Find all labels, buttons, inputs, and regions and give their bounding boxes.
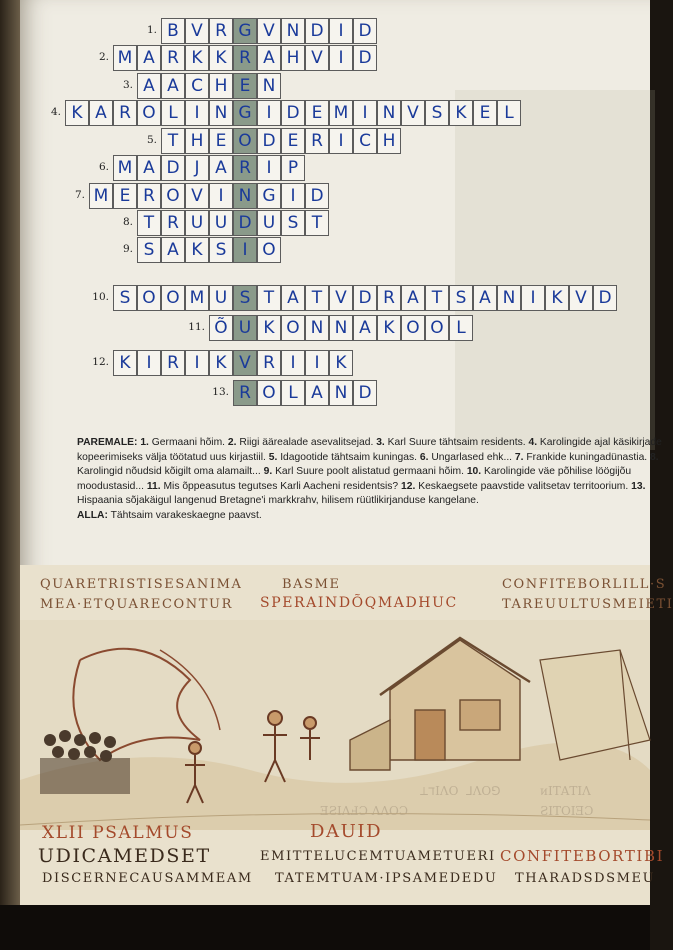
crossword-key-cell[interactable]: I: [233, 237, 257, 263]
crossword-clue-number: 1.: [146, 24, 157, 36]
manuscript-text: BASME: [282, 577, 341, 592]
crossword-cell[interactable]: I: [137, 350, 161, 376]
manuscript-text: QUAREТRISTISESANIMA: [40, 577, 243, 592]
crossword-cell[interactable]: H: [209, 73, 233, 99]
crossword-cell[interactable]: D: [305, 18, 329, 44]
crossword-cell[interactable]: V: [185, 183, 209, 209]
crossword-cell[interactable]: A: [161, 237, 185, 263]
across-heading: PAREMALE:: [77, 437, 138, 448]
crossword-cell[interactable]: K: [209, 45, 233, 71]
clue-text: Karolingid nõudsid kõigilt oma alamailt...: [77, 466, 261, 478]
crossword-cell[interactable]: O: [257, 380, 281, 406]
crossword-cell[interactable]: P: [281, 155, 305, 181]
crossword-cell[interactable]: D: [353, 285, 377, 311]
crossword-cell[interactable]: R: [305, 128, 329, 154]
crossword-cell[interactable]: N: [377, 100, 401, 126]
crossword-cell[interactable]: D: [161, 155, 185, 181]
crossword-cell[interactable]: H: [377, 128, 401, 154]
manuscript-illustration: [20, 565, 673, 905]
crossword-key-cell[interactable]: G: [233, 100, 257, 126]
clue-number: 3.: [376, 437, 385, 448]
crossword-clue-number: 7.: [74, 189, 85, 201]
crossword-cell[interactable]: I: [185, 100, 209, 126]
crossword-cell[interactable]: V: [401, 100, 425, 126]
crossword-clue-number: 8.: [122, 216, 133, 228]
crossword-cell[interactable]: I: [281, 183, 305, 209]
crossword-cell[interactable]: E: [209, 128, 233, 154]
down-clue: Tähtsaim varakeskaegne paavst.: [110, 509, 262, 521]
crossword-cell[interactable]: I: [209, 183, 233, 209]
crossword-clue-number: 5.: [146, 134, 157, 146]
crossword-cell[interactable]: U: [185, 210, 209, 236]
crossword-cell[interactable]: R: [161, 350, 185, 376]
crossword-cell[interactable]: R: [113, 100, 137, 126]
clue-text: Riigi äärealade asevalitsejad.: [236, 437, 374, 448]
crossword-cell[interactable]: A: [305, 380, 329, 406]
crossword-key-cell[interactable]: E: [233, 73, 257, 99]
crossword-cell[interactable]: K: [185, 237, 209, 263]
crossword-cell[interactable]: S: [209, 237, 233, 263]
clue-text: Hispaania sõjakäigul langenud Bretagne'i markkrahv, hilisem rüütlikirjanduse kangelane.: [77, 495, 479, 507]
crossword-cell[interactable]: K: [257, 315, 281, 341]
crossword-cell[interactable]: M: [329, 100, 353, 126]
clue-number: 1.: [140, 437, 149, 448]
crossword-cell[interactable]: D: [353, 45, 377, 71]
manuscript-text: THARADSDSMEU: [515, 871, 656, 886]
crossword-clue-number: 6.: [98, 161, 109, 173]
clue-text: Ungarlased ehk...: [428, 451, 513, 463]
crossword-cell[interactable]: L: [161, 100, 185, 126]
manuscript-text: TATEMTUAM·IPSAMEDEDU: [275, 871, 498, 886]
clue-text: Germaani hõim.: [148, 437, 226, 448]
crossword-cell[interactable]: T: [137, 210, 161, 236]
crossword-key-cell[interactable]: S: [233, 285, 257, 311]
crossword-cell[interactable]: A: [137, 155, 161, 181]
crossword-clue-number: 13.: [212, 386, 229, 398]
crossword-cell[interactable]: J: [185, 155, 209, 181]
manuscript-text: UDICAMEDSET: [38, 845, 211, 867]
crossword-cell[interactable]: I: [281, 350, 305, 376]
crossword-cell[interactable]: E: [305, 100, 329, 126]
crossword-cell[interactable]: H: [281, 45, 305, 71]
crossword-cell[interactable]: I: [329, 45, 353, 71]
crossword-cell[interactable]: A: [161, 73, 185, 99]
manuscript-text: DISCERNECAUSAMMEAM: [42, 871, 253, 886]
crossword-cell[interactable]: S: [449, 285, 473, 311]
crossword-key-cell[interactable]: R: [233, 380, 257, 406]
clue-text: Karl Suure tähtsaim residents.: [384, 437, 526, 448]
book-spine-edge: [0, 0, 20, 905]
crossword-cell[interactable]: O: [281, 315, 305, 341]
svg-text:ƎƧIΛℲƆ ΛΛOƆ: ƎƧIΛℲƆ ΛΛOƆ: [320, 804, 409, 818]
crossword-clue-number: 11.: [188, 321, 205, 333]
crossword-cell[interactable]: O: [257, 237, 281, 263]
crossword-cell[interactable]: S: [137, 237, 161, 263]
crossword-cell[interactable]: N: [329, 380, 353, 406]
crossword-cell[interactable]: I: [257, 155, 281, 181]
crossword-key-cell[interactable]: O: [233, 128, 257, 154]
crossword-cell[interactable]: S: [113, 285, 137, 311]
crossword-cell[interactable]: K: [329, 350, 353, 376]
crossword-cell[interactable]: A: [89, 100, 113, 126]
crossword-cell[interactable]: V: [257, 18, 281, 44]
crossword-key-cell[interactable]: G: [233, 18, 257, 44]
crossword-cell[interactable]: K: [377, 315, 401, 341]
crossword-cell[interactable]: A: [473, 285, 497, 311]
crossword-cell[interactable]: S: [425, 100, 449, 126]
crossword-cell[interactable]: Õ: [209, 315, 233, 341]
crossword-cell[interactable]: N: [257, 73, 281, 99]
clue-number: 12.: [401, 480, 416, 492]
clue-number: 7.: [514, 451, 524, 463]
crossword-cell[interactable]: O: [137, 285, 161, 311]
crossword-cell[interactable]: K: [209, 350, 233, 376]
crossword-clue-number: 2.: [98, 51, 109, 63]
crossword-cell[interactable]: V: [305, 45, 329, 71]
crossword-cell[interactable]: D: [353, 380, 377, 406]
crossword-key-cell[interactable]: D: [233, 210, 257, 236]
crossword-cell[interactable]: V: [569, 285, 593, 311]
crossword-cell[interactable]: C: [185, 73, 209, 99]
crossword-cell[interactable]: I: [185, 350, 209, 376]
crossword-cell[interactable]: C: [353, 128, 377, 154]
crossword-cell[interactable]: D: [305, 183, 329, 209]
crossword-cell[interactable]: N: [209, 100, 233, 126]
crossword-cell[interactable]: T: [305, 285, 329, 311]
crossword-cell[interactable]: R: [257, 350, 281, 376]
manuscript-text: CONFITEBORTIBI: [500, 847, 665, 865]
svg-text:⟂ℸIΛO ⁠ ⅃ΛO⅁: ⟂ℸIΛO ⁠ ⅃ΛO⅁: [420, 784, 501, 798]
crossword-cell[interactable]: K: [185, 45, 209, 71]
crossword-cell[interactable]: V: [329, 285, 353, 311]
crossword-cell[interactable]: A: [209, 155, 233, 181]
crossword-cell[interactable]: A: [353, 315, 377, 341]
crossword-cell[interactable]: I: [257, 100, 281, 126]
crossword-cell[interactable]: T: [305, 210, 329, 236]
crossword-cell[interactable]: L: [449, 315, 473, 341]
crossword-key-cell[interactable]: V: [233, 350, 257, 376]
crossword-cell[interactable]: O: [137, 100, 161, 126]
crossword-cell[interactable]: E: [473, 100, 497, 126]
crossword-cell[interactable]: K: [65, 100, 89, 126]
clue-number: 6.: [419, 451, 429, 463]
clue-text: Karolingide ajal käsikirjade kopeerimiseks välja töötatud uus kirjastiil.: [77, 437, 662, 463]
crossword-cell[interactable]: V: [185, 18, 209, 44]
crossword-cell[interactable]: K: [545, 285, 569, 311]
clue-text: Mis õppeasutus tegutses Karli Aacheni residentsis?: [160, 480, 399, 492]
crossword-cell[interactable]: A: [281, 285, 305, 311]
clue-number: 8.: [650, 451, 659, 463]
crossword-cell[interactable]: D: [593, 285, 617, 311]
crossword-key-cell[interactable]: R: [233, 45, 257, 71]
manuscript-text: MEA·ETQUARECONTUR: [40, 597, 233, 612]
crossword-cell[interactable]: U: [209, 210, 233, 236]
crossword-cell[interactable]: O: [401, 315, 425, 341]
crossword-cell[interactable]: N: [497, 285, 521, 311]
crossword-cell[interactable]: M: [185, 285, 209, 311]
dark-background: [0, 905, 650, 950]
crossword-cell[interactable]: D: [353, 18, 377, 44]
manuscript-text: EMITTELUCEMTUAMETUERI: [260, 849, 496, 864]
clue-number: 11.: [146, 480, 161, 492]
crossword-cell[interactable]: E: [281, 128, 305, 154]
crossword-cell[interactable]: I: [521, 285, 545, 311]
crossword-cell[interactable]: B: [161, 18, 185, 44]
crossword-cell[interactable]: T: [425, 285, 449, 311]
crossword-cell[interactable]: M: [113, 155, 137, 181]
crossword-cell[interactable]: A: [401, 285, 425, 311]
svg-text:ƧIΤOIƎƆ: ƧIΤOIƎƆ: [540, 804, 594, 818]
clue-text: Idagootide tähtsaim kuningas.: [277, 451, 417, 463]
crossword-cell[interactable]: D: [281, 100, 305, 126]
crossword-key-cell[interactable]: N: [233, 183, 257, 209]
crossword-clue-number: 9.: [122, 243, 133, 255]
crossword-cell[interactable]: D: [257, 128, 281, 154]
crossword-cell[interactable]: N: [305, 315, 329, 341]
crossword-cell[interactable]: S: [281, 210, 305, 236]
crossword-cell[interactable]: I: [353, 100, 377, 126]
clue-number: 10.: [466, 466, 482, 478]
crossword-key-cell[interactable]: R: [233, 155, 257, 181]
psalm-scene-drawing: [20, 620, 650, 830]
manuscript-text: SPERAINDÕQMADHUC: [260, 595, 458, 611]
clue-number: 9.: [263, 466, 273, 478]
clue-text: Karl Suure poolt alistatud germaani hõim.: [272, 466, 464, 478]
psalm-label: XLII PSALMUS: [42, 823, 194, 843]
crossword-cell[interactable]: R: [161, 210, 185, 236]
crossword-cell[interactable]: M: [89, 183, 113, 209]
crossword-cell[interactable]: T: [257, 285, 281, 311]
crossword-clue-number: 4.: [50, 106, 61, 118]
crossword-cell[interactable]: U: [209, 285, 233, 311]
crossword-clue-number: 12.: [92, 356, 109, 368]
psalm-author: DAUID: [310, 821, 383, 842]
crossword-cell[interactable]: I: [329, 128, 353, 154]
crossword-grid: [20, 0, 670, 430]
clue-number: 4.: [528, 437, 538, 448]
crossword-cell[interactable]: A: [137, 45, 161, 71]
manuscript-text: TAREUULTUSMEIETI: [502, 597, 673, 612]
crossword-cell[interactable]: R: [377, 285, 401, 311]
crossword-cell[interactable]: I: [329, 18, 353, 44]
crossword-cell[interactable]: O: [425, 315, 449, 341]
crossword-cell[interactable]: N: [281, 18, 305, 44]
crossword-cell[interactable]: T: [161, 128, 185, 154]
manuscript-text: CONFITEBORLILL·S: [502, 577, 667, 592]
clue-number: 5.: [268, 451, 278, 463]
clue-number: 2.: [227, 437, 237, 448]
down-heading: ALLA:: [77, 509, 108, 521]
crossword-cell[interactable]: N: [329, 315, 353, 341]
textbook-page: [20, 0, 673, 905]
crossword-cell[interactable]: L: [281, 380, 305, 406]
crossword-cell[interactable]: A: [257, 45, 281, 71]
clue-text: Frankide kuningadünastia.: [523, 451, 648, 463]
svg-text:ᴎIΤΑΤIΛ: ᴎIΤΑΤIΛ: [540, 784, 591, 798]
crossword-cell[interactable]: I: [305, 350, 329, 376]
crossword-cell[interactable]: A: [137, 73, 161, 99]
crossword-cell[interactable]: K: [113, 350, 137, 376]
crossword-cell[interactable]: L: [497, 100, 521, 126]
crossword-clue-number: 3.: [122, 79, 133, 91]
crossword-cell[interactable]: R: [161, 45, 185, 71]
crossword-cell[interactable]: H: [185, 128, 209, 154]
crossword-cell[interactable]: R: [209, 18, 233, 44]
crossword-key-cell[interactable]: U: [233, 315, 257, 341]
crossword-cell[interactable]: O: [161, 183, 185, 209]
crossword-cell[interactable]: G: [257, 183, 281, 209]
clues-block: [77, 436, 667, 524]
crossword-cell[interactable]: M: [113, 45, 137, 71]
crossword-cell[interactable]: U: [257, 210, 281, 236]
crossword-cell[interactable]: E: [113, 183, 137, 209]
clue-text: Karolingide väe põhilise löögijõu moodustasid...: [77, 466, 632, 492]
clue-text: Keskaegsete paavstide valitsetav territoorium.: [415, 480, 629, 492]
crossword-cell[interactable]: R: [137, 183, 161, 209]
crossword-cell[interactable]: K: [449, 100, 473, 126]
crossword-clue-number: 10.: [92, 291, 109, 303]
across-clue-list: [77, 437, 662, 506]
clue-number: 13.: [631, 480, 646, 492]
crossword-cell[interactable]: O: [161, 285, 185, 311]
